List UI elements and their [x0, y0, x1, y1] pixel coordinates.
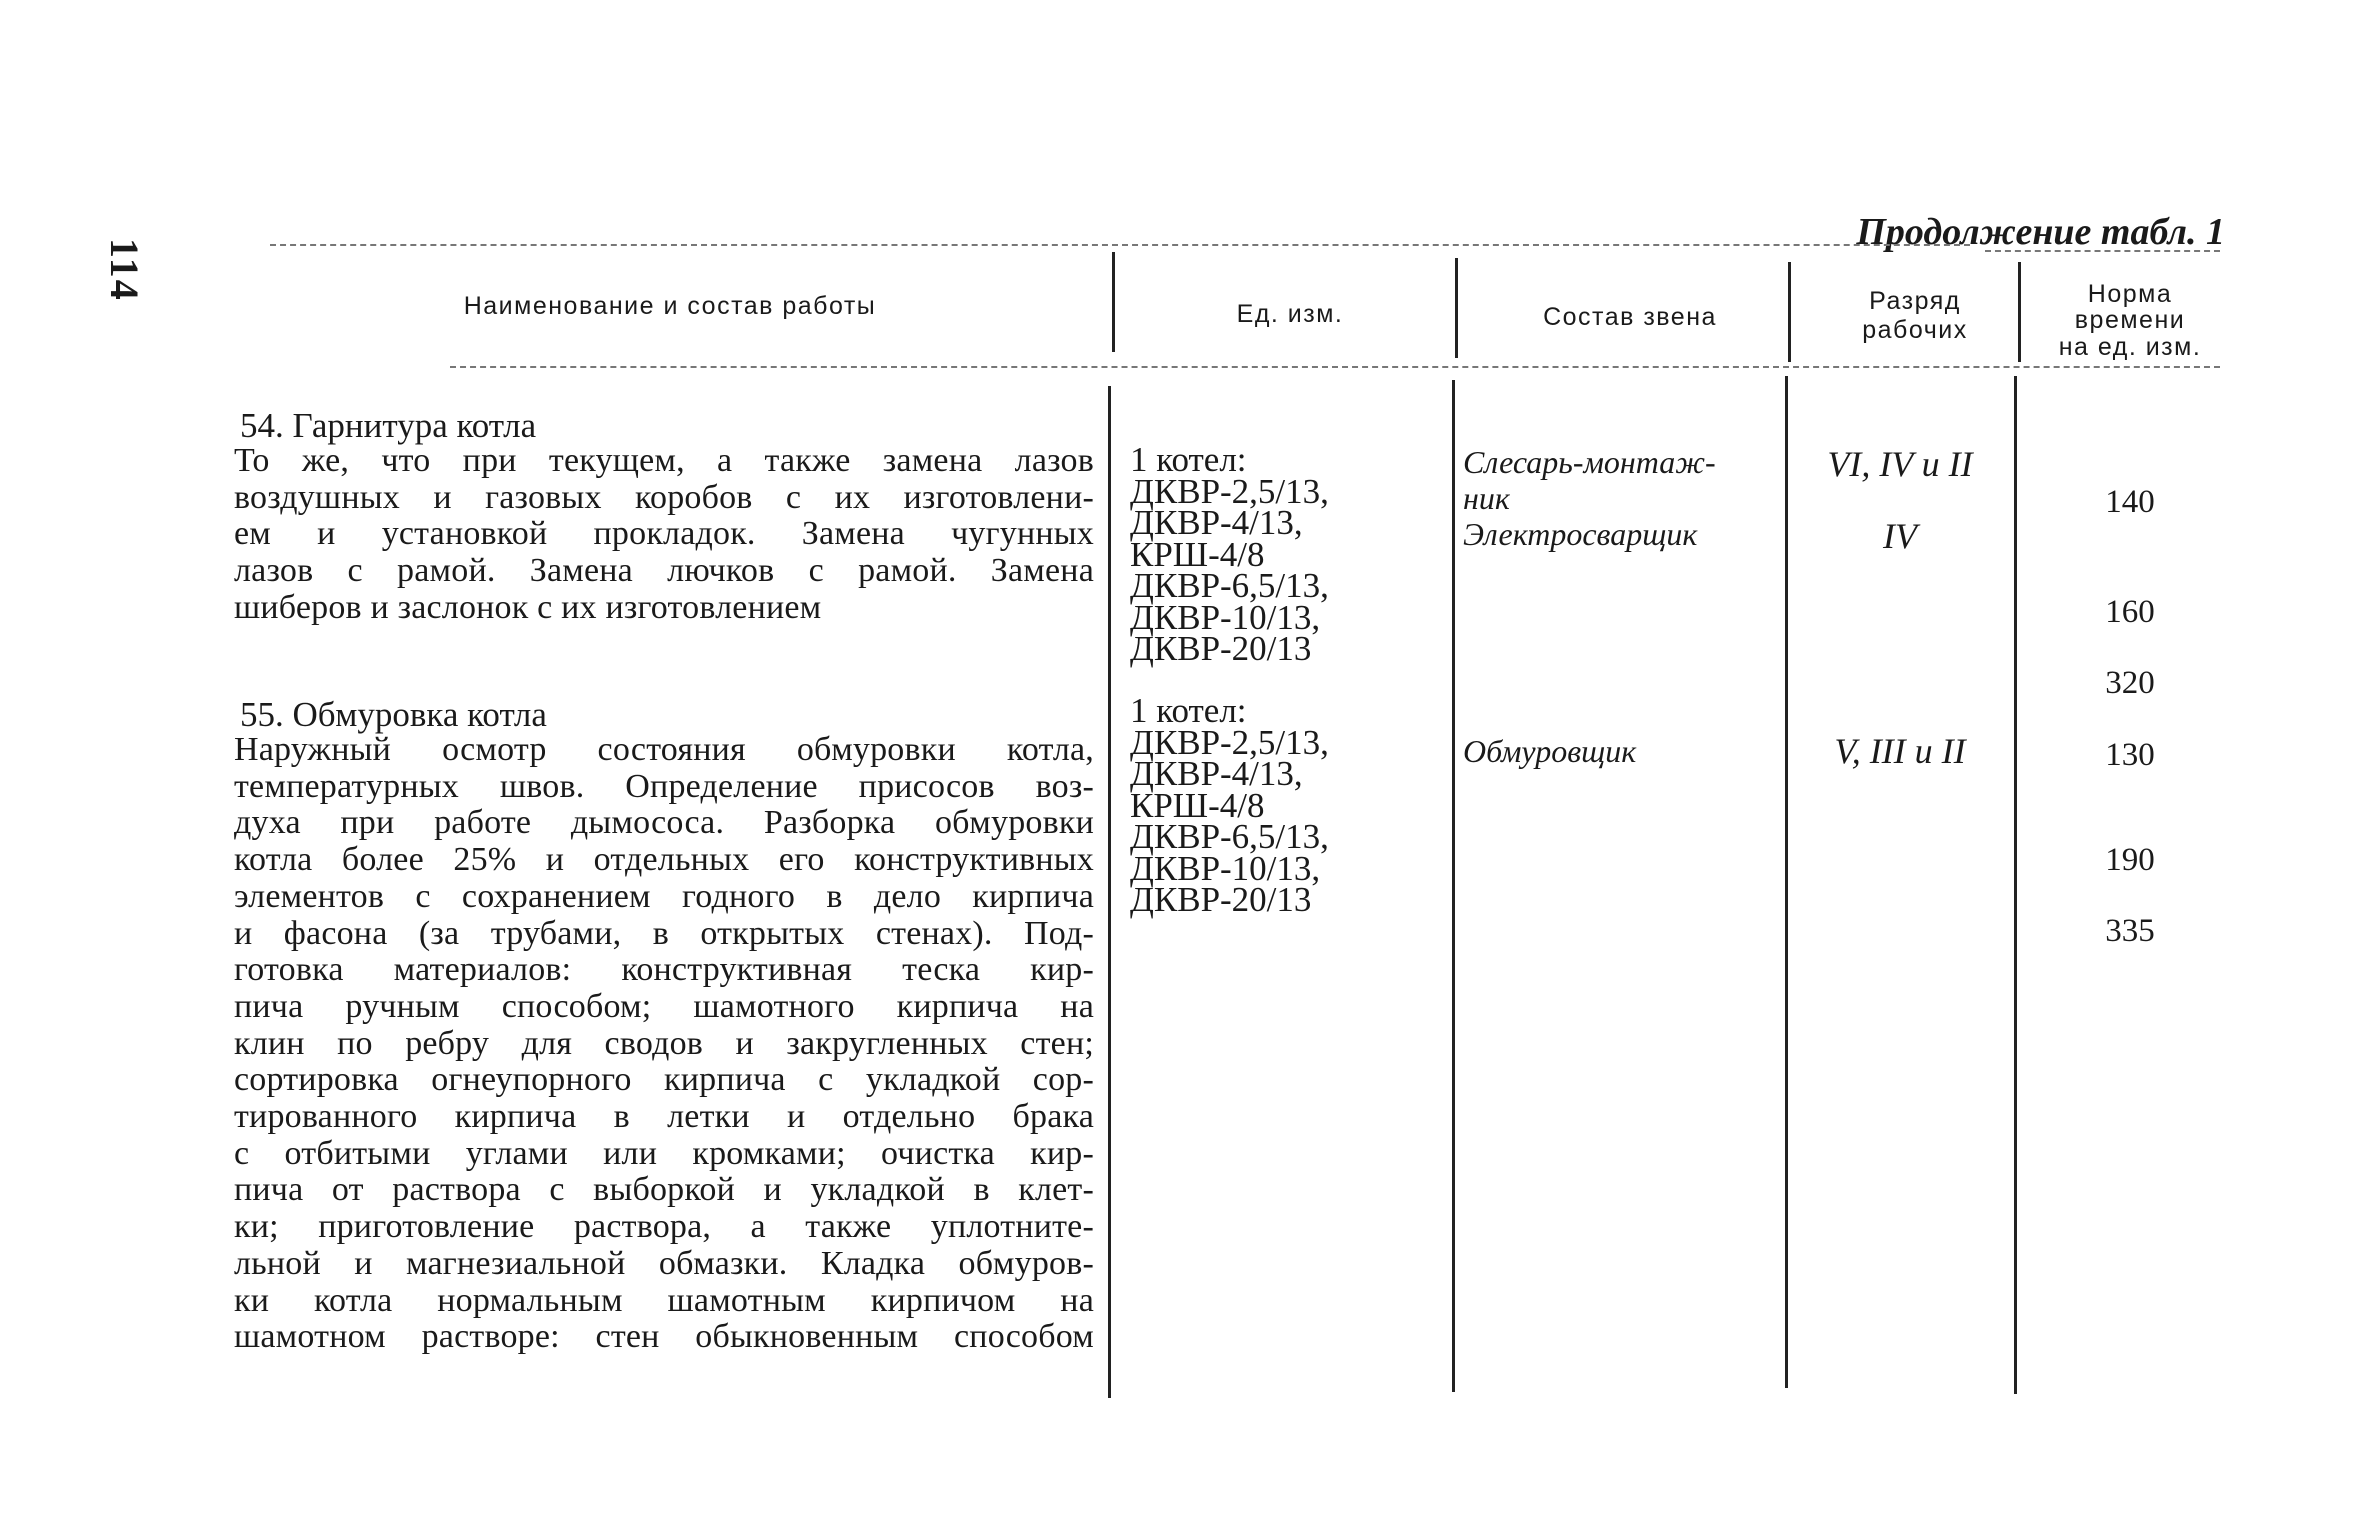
- item-54-title: 54. Гарнитура котла: [240, 406, 537, 445]
- item-55-norm-3: 335: [2105, 913, 2155, 949]
- crew-line: Электросварщик: [1463, 516, 1698, 552]
- text-line: клин по ребру для сводов и закругленных стен;: [234, 1024, 1094, 1062]
- body-col-rule-1: [1108, 386, 1111, 1398]
- header-col-rule-2: [1455, 258, 1458, 358]
- text-line: шиберов и заслонок с их изготовлением: [234, 588, 822, 626]
- header-norm: [2035, 281, 2225, 360]
- header-norm-line1: Норма: [2087, 280, 2173, 308]
- header-grade-line1: Разряд: [1869, 287, 1961, 315]
- unit-line: ДКВР-4/13,: [1130, 754, 1303, 793]
- item-54-crew: [1463, 444, 1716, 552]
- text-line: котла более 25% и отдельных его конструктивных: [234, 841, 1094, 879]
- text-line: и фасона (за трубами, в открытых стенах). Под-: [234, 914, 1094, 952]
- unit-line: КРШ-4/8: [1130, 785, 1265, 825]
- header-grade-line2: рабочих: [1862, 315, 1968, 344]
- header-crew: Состав звена: [1543, 303, 1717, 331]
- unit-line: ДКВР-6,5/13,: [1130, 566, 1329, 605]
- text-line: ем и установкой прокладок. Замена чугунных: [234, 515, 1094, 553]
- text-line: ки; приготовление раствора, а также уплотните-: [234, 1208, 1094, 1246]
- header-top-rule-right: [1985, 250, 2220, 252]
- header-bottom-rule: [450, 366, 2220, 368]
- unit-line: ДКВР-20/13: [1130, 629, 1312, 668]
- header-col-rule-3: [1788, 262, 1791, 362]
- table-caption: Продолжение табл. 1: [1856, 211, 2225, 253]
- unit-line: ДКВР-10/13,: [1130, 848, 1321, 888]
- text-line: готовка материалов: конструктивная теска кир-: [234, 951, 1094, 989]
- unit-line: 1 котел:: [1130, 691, 1247, 730]
- page-number: 114: [102, 238, 147, 302]
- item-54-norm-3: 320: [2105, 665, 2155, 701]
- text-line: ки котла нормальным шамотным кирпичом на: [234, 1281, 1094, 1319]
- header-col-rule-1: [1112, 252, 1115, 352]
- item-54-norm-2: 160: [2105, 594, 2155, 630]
- text-line: лазов с рамой. Замена лючков с рамой. Замена: [234, 552, 1094, 590]
- item-54-description: [234, 443, 1094, 627]
- item-54-grade-1: VI, IV и II: [1827, 444, 1973, 484]
- item-55-title: 55. Обмуровка котла: [240, 695, 547, 734]
- text-line: льной и магнезиальной обмазки. Кладка обмуров-: [234, 1244, 1094, 1282]
- header-norm-line2: времени: [2074, 306, 2186, 335]
- header-grade: [1800, 287, 2030, 345]
- body-col-rule-2: [1452, 380, 1455, 1392]
- item-55-description: [234, 732, 1094, 1356]
- text-line: сортировка огнеупорного кирпича с укладкой сор-: [234, 1061, 1094, 1099]
- item-55-grade: V, III и II: [1834, 731, 1966, 771]
- text-line: Наружный осмотр состояния обмуровки котла,: [234, 731, 1094, 768]
- item-55-norm-1: 130: [2105, 737, 2155, 773]
- header-unit: Ед. изм.: [1236, 300, 1344, 328]
- item-55-norm-2: 190: [2105, 842, 2155, 878]
- header-norm-line3: на ед. изм.: [2058, 332, 2202, 361]
- unit-line: КРШ-4/8: [1130, 534, 1265, 574]
- text-line: шамотном растворе: стен обыкновенным способом: [234, 1318, 1094, 1356]
- unit-line: ДКВР-2,5/13,: [1130, 722, 1329, 762]
- crew-line: Слесарь-монтаж-: [1463, 444, 1716, 480]
- unit-line: ДКВР-4/13,: [1130, 503, 1303, 542]
- item-55-units: [1130, 691, 1329, 919]
- item-55-crew: Обмуровщик: [1463, 733, 1637, 769]
- text-line: температурных швов. Определение присосов воз-: [234, 767, 1094, 805]
- text-line: пича от раствора с выборкой и укладкой в клет-: [234, 1171, 1094, 1209]
- unit-line: 1 котел:: [1130, 440, 1247, 479]
- text-line: пича ручным способом; шамотного кирпича на: [234, 987, 1094, 1025]
- text-line: духа при работе дымососа. Разборка обмуровки: [234, 804, 1094, 842]
- text-line: То же, что при текущем, а также замена лазов: [234, 442, 1094, 479]
- text-line: с отбитыми углами или кромками; очистка кир-: [234, 1134, 1094, 1172]
- text-line: тированного кирпича в летки и отдельно брака: [234, 1098, 1094, 1136]
- unit-line: ДКВР-20/13: [1130, 880, 1312, 919]
- item-54-norm-1: 140: [2105, 484, 2155, 520]
- text-line: воздушных и газовых коробов с их изготовлени-: [234, 478, 1094, 516]
- unit-line: ДКВР-10/13,: [1130, 597, 1321, 637]
- item-54-grade-2: IV: [1883, 516, 1917, 556]
- unit-line: ДКВР-6,5/13,: [1130, 817, 1329, 856]
- item-54-units: [1130, 440, 1329, 668]
- unit-line: ДКВР-2,5/13,: [1130, 471, 1329, 511]
- crew-line: ник: [1463, 480, 1510, 516]
- header-work: Наименование и состав работы: [463, 292, 877, 320]
- header-col-rule-4: [2018, 262, 2021, 362]
- header-top-rule: [270, 244, 1970, 246]
- text-line: элементов с сохранением годного в дело кирпича: [234, 877, 1094, 915]
